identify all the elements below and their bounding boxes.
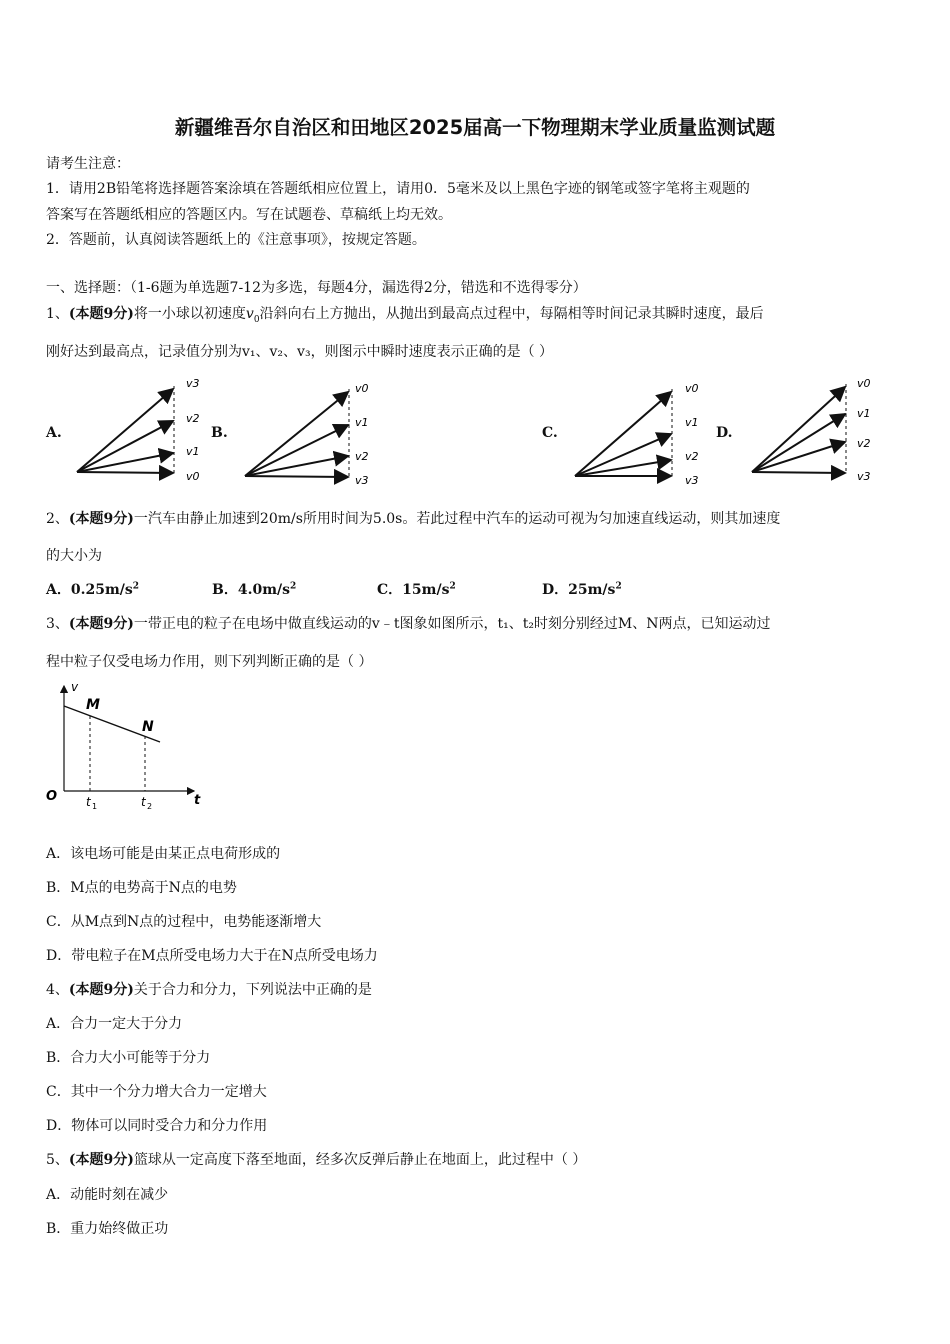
q1-text-b: 沿斜向右上方抛出，从抛出到最高点过程中，每隔相等时间记录其瞬时速度，最后 (259, 306, 764, 322)
q1-diagram-b (238, 372, 388, 492)
q3-option-a[interactable]: A．该电场可能是由某正点电荷形成的 (46, 846, 281, 862)
tag-v2: v2 (186, 412, 200, 425)
origin-label: O (46, 789, 58, 804)
section-heading: 一、选择题：（1-6题为单选题7-12为多选，每题4分，漏选得2分，错选和不选得零分） (46, 280, 587, 296)
notice-heading: 请考生注意： (46, 156, 130, 172)
vector-v0 (752, 387, 845, 472)
q2-line1 (46, 508, 780, 528)
t2-label: t (141, 795, 146, 809)
q3-line2: 程中粒子仅受电场力作用，则下列判断正确的是（ ） (46, 654, 373, 670)
q3-line1 (46, 613, 771, 633)
t2-sub: 2 (147, 802, 153, 811)
q1-option-a-label[interactable]: A. (46, 425, 62, 441)
q2-option-d[interactable] (542, 579, 622, 599)
q2-option-a-value: 0.25m/s (70, 582, 133, 598)
q3-tag: (本题9分) (68, 616, 134, 632)
tag-v1: v1 (857, 407, 871, 420)
q2-text: 一汽车由静止加速到20m/s所用时间为5.0s。若此过程中汽车的运动可视为匀加速直线运动，则其加速度 (133, 511, 781, 527)
q2-option-c[interactable] (377, 579, 456, 599)
q3-text: 一带正电的粒子在电场中做直线运动的v﹣t图象如图所示，t₁、t₂时刻分别经过M、N两点，已知运动过 (133, 616, 771, 632)
q5-text: 篮球从一定高度下落至地面，经多次反弹后静止在地面上，此过程中（ ） (133, 1152, 587, 1168)
vector-v2 (752, 442, 845, 472)
tag-v1: v1 (685, 416, 699, 429)
notice-item-2: 2．答题前，认真阅读答题纸上的《注意事项》，按规定答题。 (46, 232, 426, 248)
q4-option-b[interactable]: B．合力大小可能等于分力 (46, 1050, 211, 1066)
q1-option-d-label[interactable]: D. (716, 425, 733, 441)
q1-tag: (本题9分) (68, 306, 134, 322)
q1-diagram-a (70, 372, 210, 492)
q2-option-c-value: 15m/s (402, 582, 450, 598)
vector-v1 (245, 425, 348, 476)
q1-diagram-c (568, 372, 718, 492)
notice-item-1: 1．请用2B铅笔将选择题答案涂填在答题纸相应位置上，请用0．5毫米及以上黑色字迹的钢笔或签字笔将主观题的 (46, 181, 750, 197)
q2-option-a[interactable] (46, 579, 139, 599)
q2-option-b-label: B． (212, 582, 238, 598)
q5-number: 5、 (46, 1152, 69, 1168)
q5-line (46, 1149, 586, 1169)
q1-diagram-d (745, 372, 895, 492)
q2-option-b-value: 4.0m/s (237, 582, 291, 598)
tag-v0: v0 (355, 382, 369, 395)
q5-option-b[interactable]: B．重力始终做正功 (46, 1221, 169, 1237)
q3-number: 3、 (46, 616, 69, 632)
tag-v3: v3 (685, 474, 699, 487)
q4-number: 4、 (46, 982, 69, 998)
q2-option-c-label: C． (377, 582, 403, 598)
vector-v1 (575, 434, 671, 476)
vector-v3 (245, 476, 348, 477)
tag-v0: v0 (857, 377, 871, 390)
q1-text-a: 将一小球以初速度 (133, 306, 246, 322)
tag-v0: v0 (186, 470, 200, 483)
t-label: t (194, 793, 201, 808)
q2-option-d-label: D． (542, 582, 569, 598)
page-title: 新疆维吾尔自治区和田地区2025届高一下物理期末学业质量监测试题 (174, 116, 776, 139)
q2-tag: (本题9分) (68, 511, 134, 527)
q2-option-d-value: 25m/s (568, 582, 616, 598)
q1-line2: 刚好达到最高点，记录值分别为v₁、v₂、v₃，则图示中瞬时速度表示正确的是（ ） (46, 344, 554, 360)
point-m-label: M (86, 697, 100, 713)
q2-option-d-sup: 2 (615, 581, 622, 592)
q4-text: 关于合力和分力，下列说法中正确的是 (133, 982, 372, 998)
vector-v1 (752, 414, 845, 472)
q1-v0-sub: 0 (253, 314, 260, 325)
tag-v2: v2 (355, 450, 369, 463)
notice-item-1-cont: 答案写在答题纸相应的答题区内。写在试题卷、草稿纸上均无效。 (46, 207, 452, 223)
t1-sub: 1 (92, 802, 98, 811)
q1-line1 (46, 303, 764, 325)
vector-v0 (245, 392, 348, 476)
q2-option-a-label: A． (46, 582, 71, 598)
q4-option-a[interactable]: A．合力一定大于分力 (46, 1016, 183, 1032)
point-n-label: N (142, 719, 154, 735)
t1-label: t (86, 795, 91, 809)
q2-line2: 的大小为 (46, 548, 102, 564)
q3-vt-graph (44, 676, 214, 814)
q3-option-b[interactable]: B．M点的电势高于N点的电势 (46, 880, 237, 896)
q1-option-b-label[interactable]: B. (211, 425, 228, 441)
q4-option-d[interactable]: D．物体可以同时受合力和分力作用 (46, 1118, 268, 1134)
q1-v0-symbol: v (245, 306, 254, 322)
q5-option-a[interactable]: A．动能时刻在减少 (46, 1187, 169, 1203)
q2-option-c-sup: 2 (449, 581, 456, 592)
q2-option-b-sup: 2 (290, 581, 297, 592)
tag-v2: v2 (857, 437, 871, 450)
tag-v3: v3 (186, 377, 200, 390)
q4-option-c[interactable]: C．其中一个分力增大合力一定增大 (46, 1084, 267, 1100)
q1-number: 1、 (46, 306, 69, 322)
q3-option-c[interactable]: C．从M点到N点的过程中，电势能逐渐增大 (46, 914, 322, 930)
vector-v3 (752, 472, 845, 473)
vector-v1 (77, 453, 173, 472)
q4-line (46, 979, 372, 999)
v-label: v (71, 680, 79, 694)
q4-tag: (本题9分) (68, 982, 134, 998)
q3-option-d[interactable]: D．带电粒子在M点所受电场力大于在N点所受电场力 (46, 948, 378, 964)
vector-v2 (245, 456, 348, 476)
tag-v0: v0 (685, 382, 699, 395)
tag-v3: v3 (857, 470, 871, 483)
tag-v3: v3 (355, 474, 369, 487)
tag-v1: v1 (186, 445, 200, 458)
vector-v0 (77, 472, 173, 473)
tag-v2: v2 (685, 450, 699, 463)
vector-v2 (77, 421, 173, 472)
q5-tag: (本题9分) (68, 1152, 134, 1168)
tag-v1: v1 (355, 416, 369, 429)
q2-option-a-sup: 2 (132, 581, 140, 592)
q1-option-c-label[interactable]: C. (542, 425, 558, 441)
q2-option-b[interactable] (212, 579, 296, 599)
q2-number: 2、 (46, 511, 69, 527)
vector-v3 (77, 389, 173, 472)
